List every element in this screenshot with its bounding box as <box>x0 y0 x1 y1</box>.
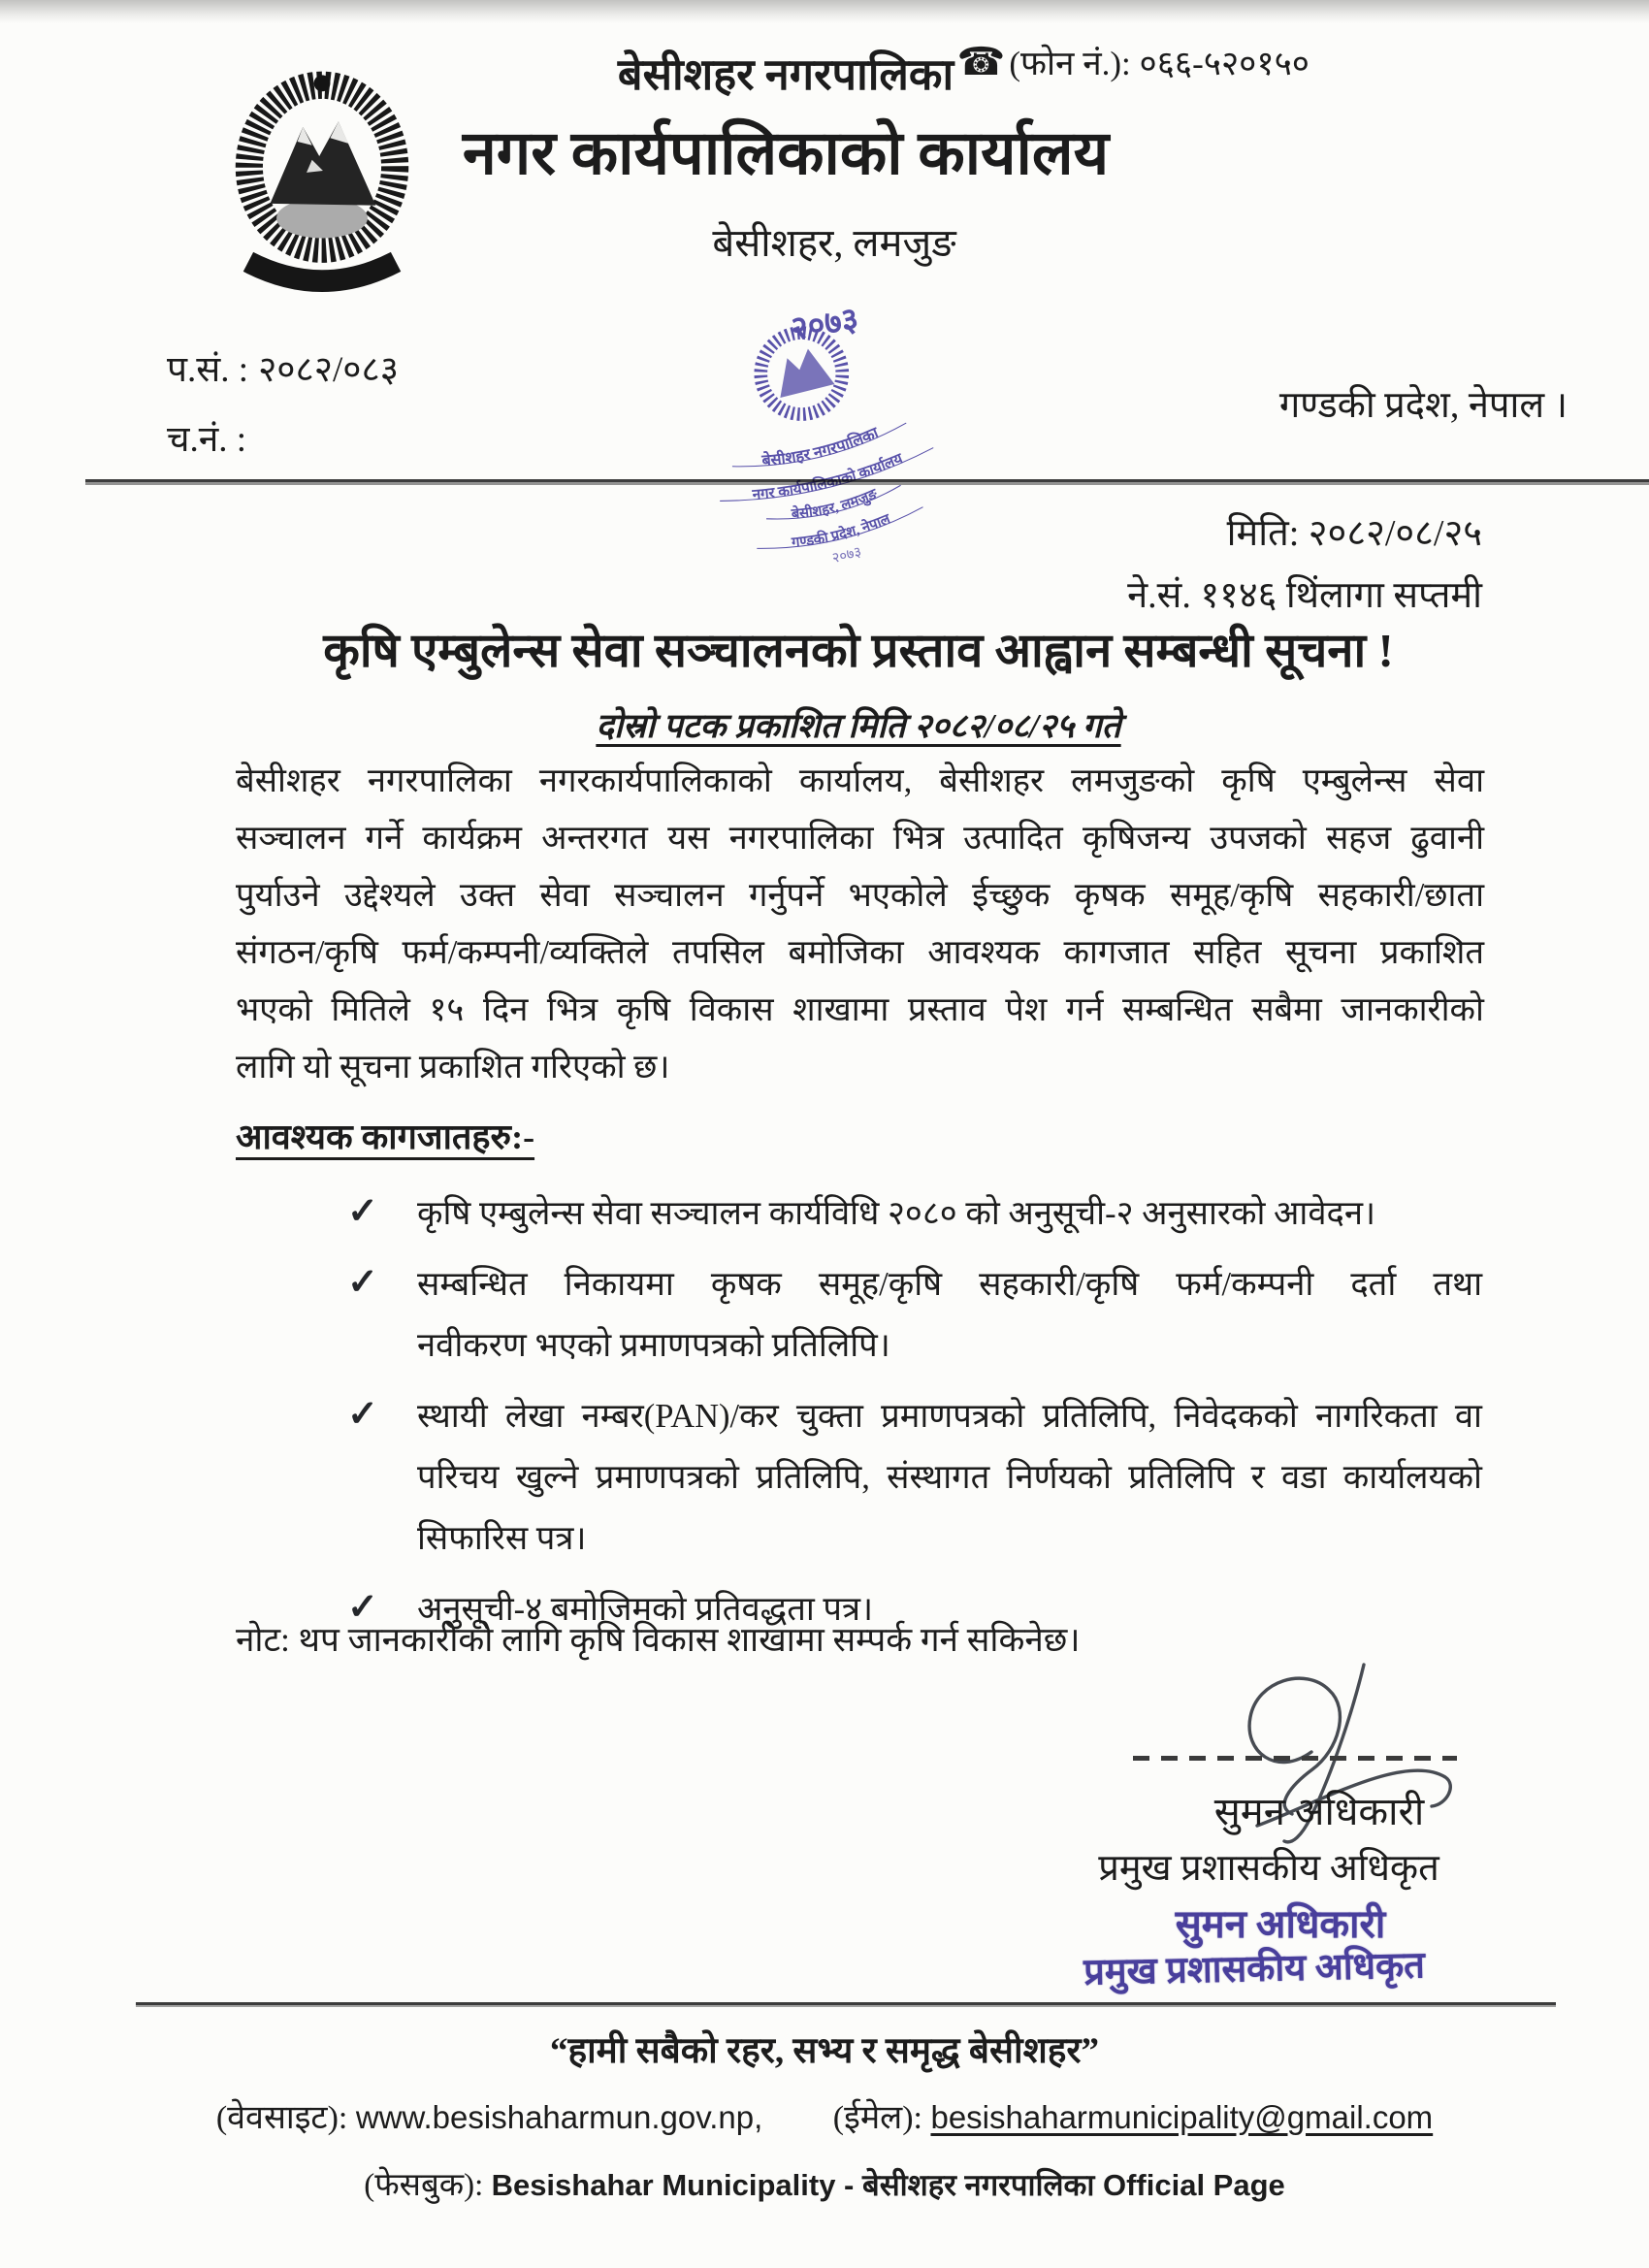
reference-block <box>167 336 399 475</box>
footer-contact-line <box>0 2093 1649 2138</box>
notice-body <box>236 753 1484 1096</box>
facebook-value: Besishahar Municipality - बेसीशहर नगरपालिका Official Page <box>491 2168 1285 2202</box>
document-item <box>347 1386 1482 1570</box>
footer-facebook-line <box>0 2161 1649 2205</box>
officer-stamp-name: सुमन अधिकारी <box>1175 1902 1386 1946</box>
stamp-mountain <box>770 344 834 398</box>
document-line: अनुसूची-४ बमोजिमको प्रतिवद्धता पत्र। <box>417 1591 874 1628</box>
document-line: स्थायी लेखा नम्बर(PAN)/कर चुक्ता प्रमाणपत्रको प्रतिलिपि, निवेदकको नागरिकता वा <box>417 1398 1482 1435</box>
document-line: सिफारिस पत्र। <box>417 1520 587 1557</box>
org-name-line3: बेसीशहर, लमजुङ <box>712 221 956 265</box>
officer-name: सुमन अधिकारी <box>1213 1790 1425 1833</box>
stamp-arc-4: गण्डकी प्रदेश, नेपाल <box>791 511 893 551</box>
notice-title: कृषि एम्बुलेन्स सेवा सञ्चालनको प्रस्ताव आह्वान सम्बन्धी सूचना ! <box>323 624 1394 677</box>
document-line: कृषि एम्बुलेन्स सेवा सञ्चालन कार्यविधि २०८० को अनुसूची-२ अनुसारको आवेदन। <box>417 1195 1376 1232</box>
ref-label: प.सं. : <box>167 350 249 390</box>
dispatch-label: च.नं. : <box>167 420 247 460</box>
org-name-line2: नगर कार्यपालिकाको कार्यालय <box>462 119 1110 187</box>
check-icon: ✓ <box>347 1394 378 1435</box>
ref-number-line <box>167 336 399 405</box>
body-line: पुर्याउने उद्देश्यले उक्त सेवा सञ्चालन गर्नुपर्ने भएकोले ईच्छुक कृषक समूह/कृषि सहकारी/छाता <box>236 877 1484 914</box>
phone-label: (फोन नं.): <box>1009 45 1131 82</box>
documents-heading: आवश्यक कागजातहरु:- <box>236 1118 535 1156</box>
province-line: गण्डकी प्रदेश, नेपाल । <box>1278 385 1568 426</box>
phone-number: ०६६-५२०१५० <box>1139 45 1310 82</box>
email-value: besishaharmunicipality@gmail.com <box>930 2099 1434 2135</box>
date-line: मिति: २०८२/०८/२५ <box>1226 513 1482 554</box>
body-line: सञ्चालन गर्ने कार्यक्रम अन्तरगत यस नगरपालिका भित्र उत्पादित कृषिजन्य उपजको सहज ढुवानी <box>236 820 1484 857</box>
office-round-stamp <box>706 295 951 582</box>
email-label: (ईमेल): <box>832 2100 922 2136</box>
ref-value: २०८२/०८३ <box>258 350 400 390</box>
body-line: बेसीशहर नगरपालिका नगरकार्यपालिकाको कार्यालय, बेसीशहर लमजुङको कृषि एम्बुलेन्स सेवा <box>236 762 1484 799</box>
body-line: संगठन/कृषि फर्म/कम्पनी/व्यक्तिले तपसिल बमोजिका आवश्यक कागजात सहित सूचना प्रकाशित <box>236 934 1484 971</box>
check-icon: ✓ <box>347 1191 378 1232</box>
document-line: परिचय खुल्ने प्रमाणपत्रको प्रतिलिपि, संस्थागत निर्णयको प्रतिलिपि र वडा कार्यालयको <box>417 1459 1482 1496</box>
nepal-sambat-line: ने.सं. ११४६ थिंलागा सप्तमी <box>1127 575 1482 616</box>
body-line: लागि यो सूचना प्रकाशित गरिएको छ। <box>236 1049 670 1085</box>
stamp-year-bottom: २०७३ <box>830 544 863 567</box>
letterhead <box>165 49 1406 268</box>
body-line: भएको मितिले १५ दिन भित्र कृषि विकास शाखामा प्रस्ताव पेश गर्न सम्बन्धित सबैमा जानकारीको <box>236 991 1484 1028</box>
website-value: www.besishaharmun.gov.np, <box>355 2099 763 2135</box>
signature-dashed-line <box>1133 1756 1457 1761</box>
officer-stamp-designation: प्रमुख प्रशासकीय अधिकृत <box>1083 1945 1426 1993</box>
org-name-line1: बेसीशहर नगरपालिका <box>617 50 954 99</box>
phone-icon: ☎ <box>956 40 1006 83</box>
note-line: नोट: थप जानकारीको लागि कृषि विकास शाखामा सम्पर्क गर्न सकिनेछ। <box>236 1621 1081 1659</box>
footer-divider <box>136 2002 1556 2005</box>
stamp-arc-3: बेसीशहर, लमजुङ <box>791 486 880 523</box>
document-item <box>347 1183 1482 1245</box>
check-icon: ✓ <box>347 1587 378 1628</box>
signature-scribble <box>1218 1659 1461 1870</box>
document-line: नवीकरण भएको प्रमाणपत्रको प्रतिलिपि। <box>417 1327 890 1364</box>
documents-list <box>347 1183 1482 1650</box>
document-item <box>347 1254 1482 1377</box>
stamp-year-top: २०७३ <box>788 301 861 348</box>
date-block <box>1127 502 1482 627</box>
officer-designation: प्रमुख प्रशासकीय अधिकृत <box>1098 1848 1439 1889</box>
facebook-label: (फेसबुक): <box>364 2168 484 2203</box>
footer-slogan: “हामी सबैको रहर, सभ्य र समृद्ध बेसीशहर” <box>549 2031 1100 2071</box>
dispatch-number-line <box>167 405 399 475</box>
stamp-arc-2: नगर कार्यपालिकाको कार्यालय <box>752 450 906 504</box>
check-icon: ✓ <box>347 1262 378 1303</box>
website-label: (वेवसाइट): <box>215 2100 348 2136</box>
scan-artifact-top <box>0 0 1649 23</box>
stamp-arc-1: बेसीशहर नगरपालिका <box>760 424 882 470</box>
notice-subtitle: दोस्रो पटक प्रकाशित मिति २०८२/०८/२५ गते <box>596 707 1121 745</box>
document-line: सम्बन्धित निकायमा कृषक समूह/कृषि सहकारी/कृषि फर्म/कम्पनी दर्ता तथा <box>417 1266 1482 1303</box>
